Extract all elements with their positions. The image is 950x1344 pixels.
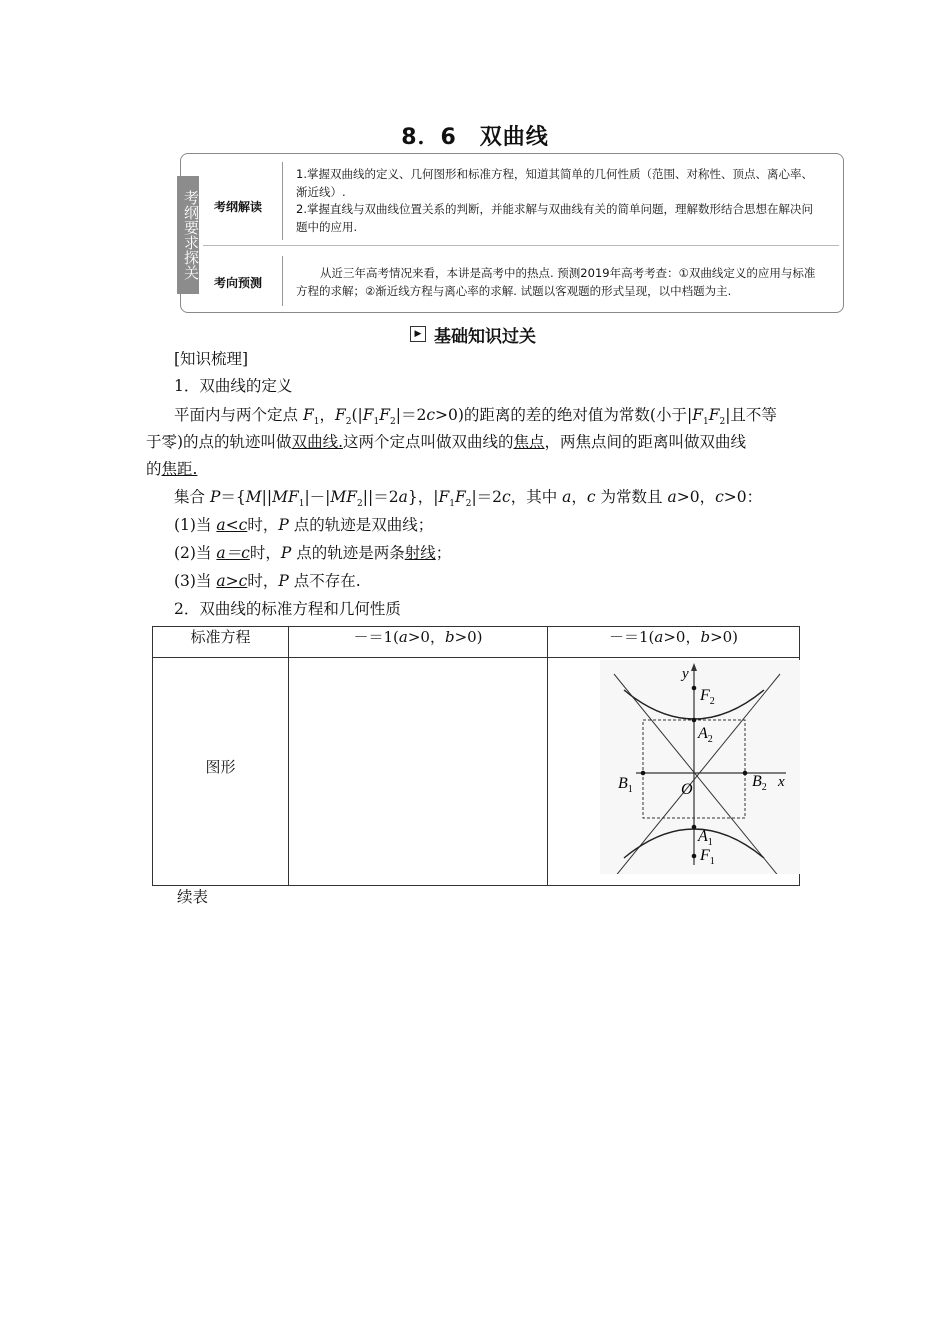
math-var: P (280, 544, 292, 562)
math-sub: 2 (465, 499, 472, 510)
definition-heading: 1．双曲线的定义 (174, 377, 293, 395)
focus-F1 (692, 854, 697, 859)
case-3 (174, 571, 361, 591)
label-sub: 1 (627, 784, 633, 795)
syllabus-interpretation-text (296, 166, 813, 236)
term-hyperbola: 双曲线. (291, 433, 343, 451)
vertex-A1 (692, 825, 697, 830)
page-title: 8．6 双曲线 (401, 125, 549, 150)
point-B1 (641, 771, 646, 776)
math-var: a (562, 488, 572, 506)
term-focus: 焦点 (513, 433, 545, 451)
knowledge-heading: [知识梳理] (174, 350, 249, 368)
syllabus-line-1: 1.掌握双曲线的定义、几何图形和标准方程，知道其简单的几何性质（范围、对称性、顶点、离心率、 (296, 167, 813, 181)
continued-table-label: 续表 (177, 888, 209, 906)
play-icon: ▶ (410, 326, 426, 342)
section-banner-text: 基础知识过关 (434, 326, 536, 347)
label-letter: F (700, 687, 710, 704)
exam-requirements-side-label: 考纲要求探关 (177, 176, 199, 294)
text-span: 时， (247, 572, 279, 590)
math-var: F (379, 406, 390, 424)
text-span: 集合 (174, 488, 210, 506)
text-span: 为常数且 (595, 488, 668, 506)
exam-forecast-text (296, 265, 815, 300)
text-span: ， (319, 406, 335, 424)
text-span: 点的轨迹是双曲线； (288, 516, 434, 534)
text-span: >0， (407, 628, 445, 646)
math-sub: 1 (298, 499, 305, 510)
text-span: |＝2 (395, 406, 427, 424)
properties-heading: 2．双曲线的标准方程和几何性质 (174, 600, 401, 618)
label-sub: 2 (707, 734, 713, 745)
text-span: }，| (407, 488, 439, 506)
text-span: >0， (663, 628, 701, 646)
math-var: c (502, 488, 511, 506)
text-span: ，两焦点间的距离叫做双曲线 (544, 433, 747, 451)
label-sub: 2 (761, 782, 767, 793)
math-sub: 1 (313, 417, 320, 428)
math-var: b (444, 628, 455, 646)
math-var: P (278, 572, 289, 590)
math-sub: 2 (357, 499, 363, 510)
text-span: >0) (454, 628, 483, 646)
vertex-A2 (692, 718, 697, 723)
term-ray: 射线 (404, 544, 436, 562)
equation-cell-2 (548, 627, 800, 658)
requirements-row1-separator (282, 162, 283, 240)
text-span: ； (435, 544, 452, 562)
math-var: c (426, 406, 436, 424)
focus-F2 (692, 686, 697, 691)
text-span: 这两个定点叫做双曲线的 (343, 433, 514, 451)
figure-cell (548, 658, 800, 886)
text-span: |且不等 (725, 406, 777, 424)
math-sub: 1 (702, 417, 709, 428)
text-span: >0)的距离的差的绝对值为常数(小于| (435, 406, 693, 424)
label-origin: O (681, 781, 693, 798)
math-var: P (278, 516, 289, 534)
case-1 (174, 515, 433, 535)
math-var: MF (330, 488, 358, 506)
syllabus-line-3: 2.掌握直线与双曲线位置关系的判断，并能求解与双曲线有关的简单问题，理解数形结合思想在解决问 (296, 202, 813, 216)
math-sub: 1 (449, 499, 455, 510)
text-span: ， (571, 488, 587, 506)
syllabus-interpretation-label: 考纲解读 (214, 200, 263, 214)
math-var: F (692, 406, 703, 424)
text-span: >0： (723, 488, 763, 506)
math-sub: 2 (719, 417, 726, 428)
text-span: (3)当 (174, 572, 217, 590)
math-var: a (398, 488, 408, 506)
math-var: a (398, 628, 408, 646)
term-focal-distance: 焦距. (161, 460, 198, 478)
label-letter: B (752, 773, 762, 790)
label-letter: A (698, 828, 708, 845)
text-span: ＝{ (220, 488, 246, 506)
exam-forecast-label: 考向预测 (214, 276, 263, 290)
label-letter: B (618, 775, 628, 792)
math-sub: 2 (390, 417, 396, 428)
definition-line-1 (174, 405, 777, 432)
y-axis-label: y (682, 666, 689, 682)
table-row (153, 658, 800, 886)
header-cell-label (153, 627, 289, 658)
math-var: F (438, 488, 450, 506)
text-span: (1)当 (174, 516, 217, 534)
math-var: F (334, 406, 346, 424)
equation-cell-1 (289, 627, 548, 658)
math-var: a (667, 488, 677, 506)
math-var: F (302, 406, 314, 424)
math-var: c (586, 488, 596, 506)
text-span: (| (351, 406, 363, 424)
label-letter: A (698, 725, 708, 742)
text-span: 点不存在. (288, 572, 361, 590)
math-var: F (454, 488, 466, 506)
hyperbola-figure (600, 660, 800, 874)
cell-text: 标准方程 (190, 628, 251, 646)
math-var: M (245, 488, 262, 506)
label-letter: F (700, 847, 710, 864)
case-2 (174, 543, 451, 563)
text-span: >0， (676, 488, 716, 506)
forecast-line-1: 从近三年高考情况来看，本讲是高考中的热点. 预测2019年高考考查：①双曲线定义的应用与标准 (320, 266, 816, 280)
requirements-divider (203, 245, 839, 246)
condition: a<c (216, 516, 248, 534)
text-span: ，其中 (510, 488, 563, 506)
cell-text: 图形 (205, 758, 236, 776)
label-sub: 1 (709, 856, 715, 867)
definition-line-3 (146, 459, 197, 479)
math-var: MF (272, 488, 299, 506)
x-axis-label: x (778, 774, 785, 790)
text-span: 时， (247, 516, 279, 534)
properties-table (152, 626, 800, 886)
text-span: －＝1( (353, 628, 399, 646)
math-var: a (654, 628, 664, 646)
set-definition-line (174, 487, 762, 514)
forecast-line-2: 方程的求解；②渐近线方程与离心率的求解. 试题以客观题的形式呈现，以中档题为主. (296, 283, 732, 298)
text-span: || (261, 488, 273, 506)
text-span: 的 (146, 460, 162, 478)
text-span: |－| (304, 488, 331, 506)
figure-label-cell (153, 658, 289, 886)
text-span: 平面内与两个定点 (174, 406, 303, 424)
text-span: (2)当 (174, 544, 217, 562)
point-B2 (743, 771, 748, 776)
text-span: >0) (710, 628, 739, 646)
math-var: b (700, 628, 711, 646)
section-banner (410, 323, 536, 345)
math-var: P (209, 488, 221, 506)
syllabus-line-4: 题中的应用. (296, 219, 358, 234)
figure-cell-empty (289, 658, 548, 886)
text-span: 点的轨迹是两条 (291, 544, 405, 562)
syllabus-line-2: 渐近线）. (296, 184, 346, 199)
math-sub: 1 (373, 417, 380, 428)
math-var: F (362, 406, 374, 424)
definition-line-2 (146, 432, 746, 452)
math-sub: 2 (345, 417, 352, 428)
math-var: F (708, 406, 720, 424)
condition: a＝c (216, 544, 250, 562)
table-row (153, 627, 800, 658)
math-var: c (715, 488, 724, 506)
text-span: －＝1( (608, 628, 655, 646)
label-sub: 2 (709, 696, 715, 707)
text-span: 时， (249, 544, 281, 562)
label-sub: 1 (707, 837, 713, 848)
requirements-row2-separator (282, 256, 283, 306)
text-span: 于零)的点的轨迹叫做 (146, 433, 292, 451)
condition: a>c (216, 572, 248, 590)
text-span: |＝2 (471, 488, 503, 506)
text-span: ||＝2 (362, 488, 399, 506)
